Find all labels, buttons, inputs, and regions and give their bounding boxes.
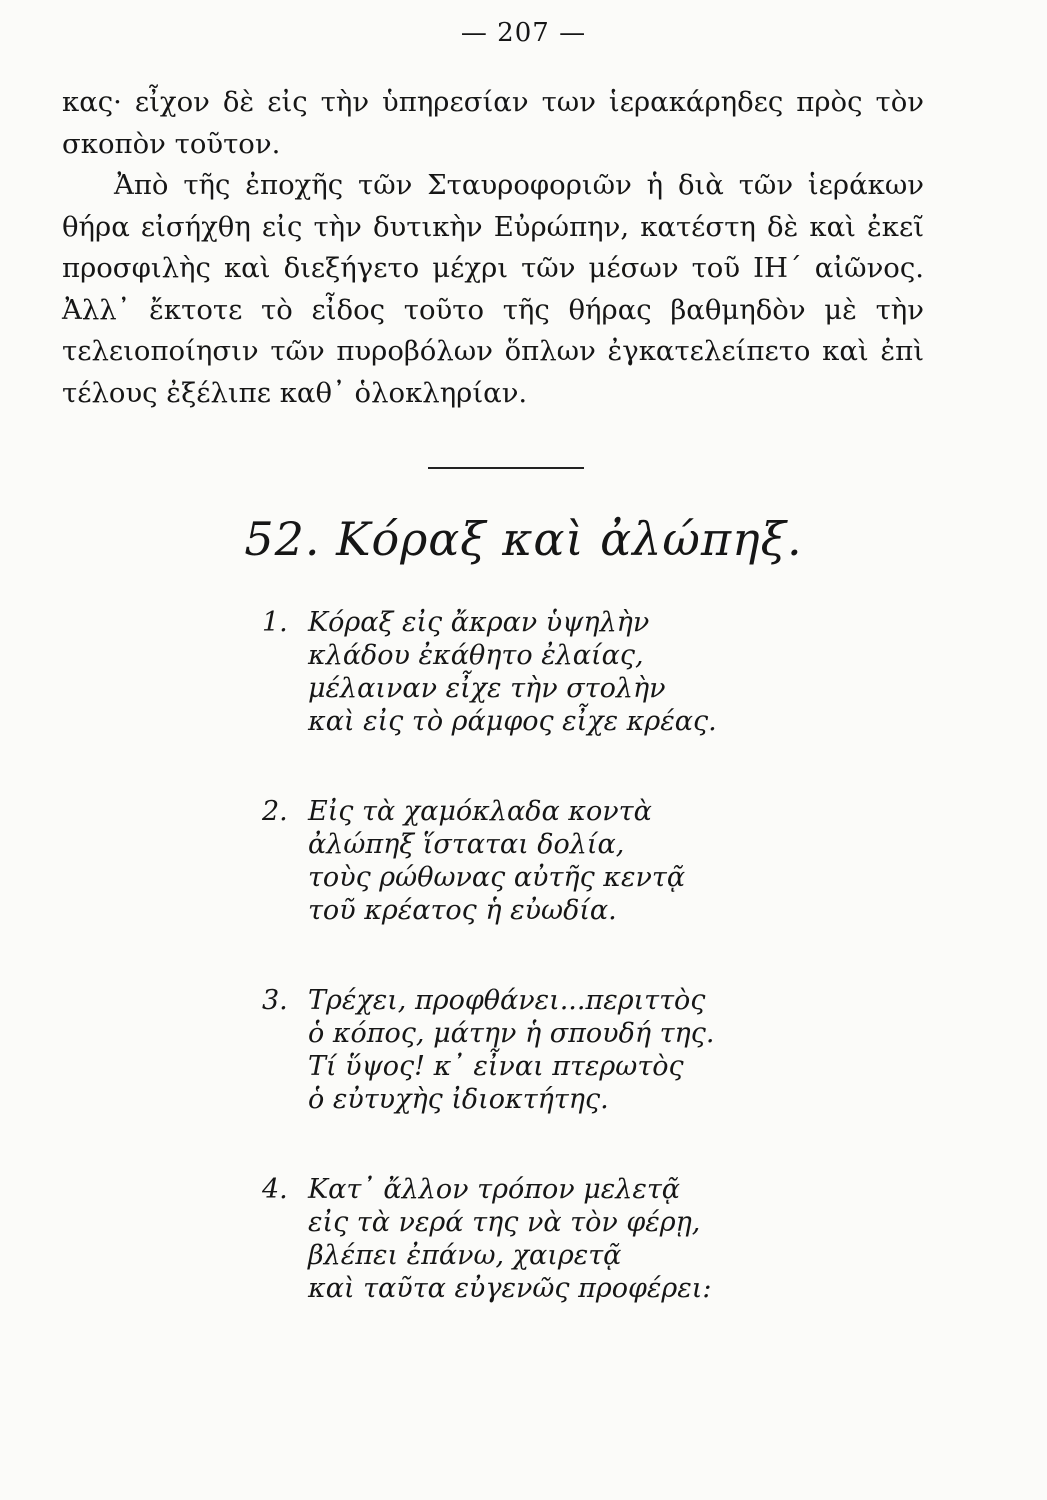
prose-paragraph: κας· εἶχον δὲ εἰς τὴν ὑπηρεσίαν των ἱερακάρηδες πρὸς τὸν σκοπὸν τοῦτον. bbox=[62, 86, 924, 160]
poem-title: 52. Κόραξ καὶ ἀλώπηξ. bbox=[244, 512, 803, 566]
verse-line: τοῦ κρέατος ἡ εὐωδία. bbox=[308, 895, 617, 926]
verse-line: Κατ᾽ ἄλλον τρόπον μελετᾷ bbox=[308, 1174, 681, 1205]
stanza bbox=[262, 606, 822, 738]
stanza bbox=[262, 984, 822, 1116]
page-number: — 207 — bbox=[460, 18, 587, 48]
verse-line: Τί ὕψος! κ᾽ εἶναι πτερωτὸς bbox=[308, 1051, 684, 1082]
verse-line: καὶ ταῦτα εὐγενῶς προφέρει: bbox=[308, 1273, 712, 1304]
stanza-number: 3. bbox=[262, 985, 288, 1016]
verse-line: εἰς τὰ νερά της νὰ τὸν φέρῃ, bbox=[308, 1207, 701, 1238]
verse-line: καὶ εἰς τὸ ράμφος εἶχε κρέας. bbox=[308, 706, 717, 737]
verse-line: μέλαιναν εἶχε τὴν στολὴν bbox=[308, 673, 666, 704]
verse-line: ὁ εὐτυχὴς ἰδιοκτήτης. bbox=[308, 1084, 609, 1115]
prose-paragraph: Ἀπὸ τῆς ἐποχῆς τῶν Σταυροφοριῶν ἡ διὰ τῶν ἱεράκων θήρα εἰσήχθη εἰς τὴν δυτικὴν Εὐρώπην, κατέστη δὲ καὶ ἐκεῖ προσφιλὴς καὶ διεξήγετο μέχρι τῶν μέσων τοῦ ΙΗ΄ αἰῶνος. Ἀλλ᾽ ἔκτοτε τὸ εἶδος τοῦτο τῆς θήρας βαθμηδὸν μὲ τὴν τελειοποίησιν τῶν πυροβόλων ὅπλων ἐγκατελείπετο καὶ ἐπὶ τέλους ἐξέλιπε καθ᾽ ὁλοκληρίαν. bbox=[62, 169, 924, 409]
verse-line: τοὺς ρώθωνας αὐτῆς κεντᾷ bbox=[308, 862, 686, 893]
stanza-number: 1. bbox=[262, 607, 288, 638]
verse-line: κλάδου ἐκάθητο ἐλαίας, bbox=[308, 640, 644, 671]
verse-line: Κόραξ εἰς ἄκραν ὑψηλὴν bbox=[308, 607, 650, 638]
verse-line: Τρέχει, προφθάνει...περιττὸς bbox=[308, 985, 706, 1016]
verse-line: βλέπει ἐπάνω, χαιρετᾷ bbox=[308, 1240, 622, 1271]
stanza-number: 4. bbox=[262, 1174, 288, 1205]
prose-text bbox=[62, 82, 924, 414]
stanza bbox=[262, 795, 822, 927]
poem bbox=[262, 606, 822, 1362]
verse-line: ὁ κόπος, μάτην ἡ σπουδή της. bbox=[308, 1018, 715, 1049]
stanza-number: 2. bbox=[262, 796, 288, 827]
verse-line: Εἰς τὰ χαμόκλαδα κοντὰ bbox=[308, 796, 652, 827]
verse-line: ἀλώπηξ ἵσταται δολία, bbox=[308, 829, 625, 860]
section-divider bbox=[428, 467, 584, 469]
stanza bbox=[262, 1173, 822, 1305]
